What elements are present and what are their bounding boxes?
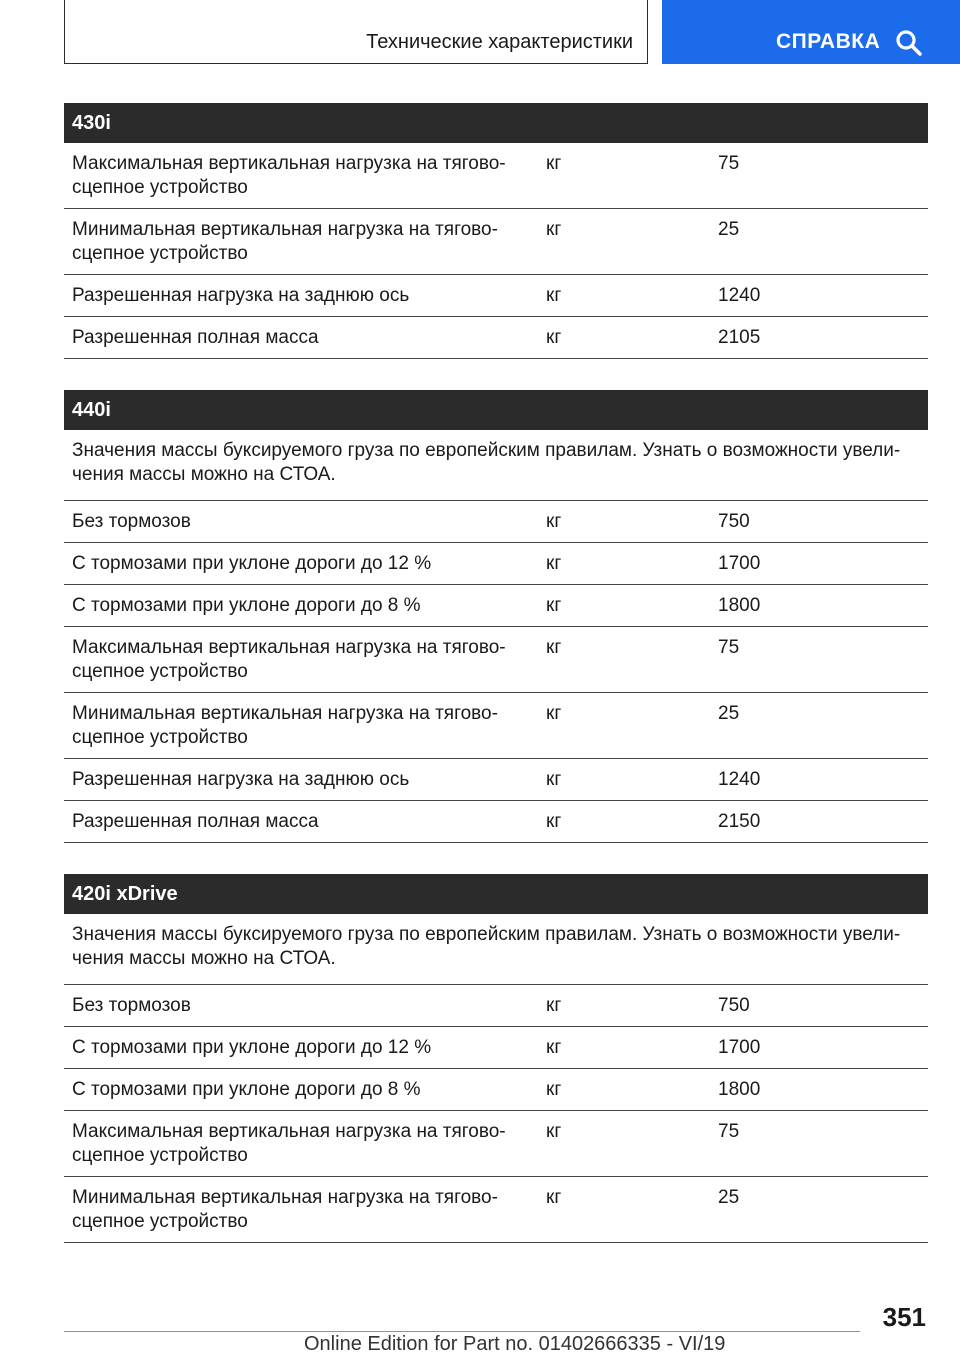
table-row: [64, 759, 928, 801]
spec-value: 1240: [718, 285, 761, 306]
spec-unit: кг: [546, 219, 562, 240]
spec-value: 75: [718, 637, 740, 658]
spec-section: [64, 874, 928, 1243]
spec-name: Разрешенная полная масса: [72, 811, 319, 832]
table-row: [64, 801, 928, 843]
search-icon: [895, 29, 923, 57]
spec-name: Разрешенная нагрузка на заднюю ось: [72, 285, 410, 306]
section-note: Значения массы буксируемого груза по европейским правилам. Узнать о возможности увели-чения массы можно на СТОА.: [64, 430, 928, 501]
spec-name: Разрешенная полная масса: [72, 327, 319, 348]
table-row: [64, 1069, 928, 1111]
spec-value: 1800: [718, 1079, 761, 1100]
spec-name: Минимальная вертикальная нагрузка на тягово-сцепное устройство: [72, 219, 498, 264]
spec-name: С тормозами при уклоне дороги до 8 %: [72, 595, 421, 616]
spec-value: 2105: [718, 327, 761, 348]
section-title: 420i xDrive: [64, 874, 928, 914]
table-row: [64, 209, 928, 275]
spec-name: Максимальная вертикальная нагрузка на тягово-сцепное устройство: [72, 637, 506, 682]
spec-unit: кг: [546, 1037, 562, 1058]
table-row: [64, 1177, 928, 1243]
spec-name: Минимальная вертикальная нагрузка на тягово-сцепное устройство: [72, 703, 498, 748]
spec-value: 25: [718, 1187, 740, 1208]
table-row: [64, 543, 928, 585]
spec-name: С тормозами при уклоне дороги до 8 %: [72, 1079, 421, 1100]
spec-unit: кг: [546, 1187, 562, 1208]
spec-value: 25: [718, 219, 740, 240]
spec-name: Разрешенная нагрузка на заднюю ось: [72, 769, 410, 790]
spec-unit: кг: [546, 511, 562, 532]
help-button-label: СПРАВКА: [776, 30, 881, 53]
help-search-button[interactable]: [662, 0, 960, 64]
section-header-tab: [64, 0, 648, 64]
spec-name: С тормозами при уклоне дороги до 12 %: [72, 553, 432, 574]
spec-unit: кг: [546, 1121, 562, 1142]
spec-value: 2150: [718, 811, 761, 832]
spec-value: 1700: [718, 1037, 761, 1058]
spec-unit: кг: [546, 769, 562, 790]
spec-section: [64, 390, 928, 843]
page-number: 351: [882, 1302, 926, 1332]
spec-name: Без тормозов: [72, 995, 191, 1016]
footer-divider: [64, 1331, 860, 1332]
spec-value: 1240: [718, 769, 761, 790]
spec-value: 1800: [718, 595, 761, 616]
table-row: [64, 275, 928, 317]
spec-unit: кг: [546, 285, 562, 306]
spec-unit: кг: [546, 637, 562, 658]
spec-unit: кг: [546, 811, 562, 832]
table-row: [64, 693, 928, 759]
spec-unit: кг: [546, 995, 562, 1016]
spec-value: 25: [718, 703, 740, 724]
footer-edition-text: Online Edition for Part no. 01402666335 - VI/19: [304, 1333, 726, 1355]
spec-name: Максимальная вертикальная нагрузка на тягово-сцепное устройство: [72, 1121, 506, 1166]
spec-unit: кг: [546, 553, 562, 574]
section-note: Значения массы буксируемого груза по европейским правилам. Узнать о возможности увели-чения массы можно на СТОА.: [64, 914, 928, 985]
table-row: [64, 1111, 928, 1177]
table-row: [64, 143, 928, 209]
section-title: 430i: [64, 103, 928, 143]
spec-value: 75: [718, 153, 740, 174]
spec-section: [64, 103, 928, 359]
spec-unit: кг: [546, 595, 562, 616]
spec-name: Максимальная вертикальная нагрузка на тягово-сцепное устройство: [72, 153, 506, 198]
spec-name: Минимальная вертикальная нагрузка на тягово-сцепное устройство: [72, 1187, 498, 1232]
spec-unit: кг: [546, 1079, 562, 1100]
section-title: 440i: [64, 390, 928, 430]
table-row: [64, 317, 928, 359]
spec-name: Без тормозов: [72, 511, 191, 532]
spec-unit: кг: [546, 327, 562, 348]
chapter-title: Технические характеристики: [366, 31, 633, 53]
specs-content: [64, 103, 928, 1274]
table-row: [64, 985, 928, 1027]
spec-value: 750: [718, 511, 750, 532]
spec-unit: кг: [546, 703, 562, 724]
spec-unit: кг: [546, 153, 562, 174]
table-row: [64, 501, 928, 543]
table-row: [64, 585, 928, 627]
table-row: [64, 627, 928, 693]
spec-name: С тормозами при уклоне дороги до 12 %: [72, 1037, 432, 1058]
spec-value: 1700: [718, 553, 761, 574]
spec-value: 750: [718, 995, 750, 1016]
spec-value: 75: [718, 1121, 740, 1142]
table-row: [64, 1027, 928, 1069]
